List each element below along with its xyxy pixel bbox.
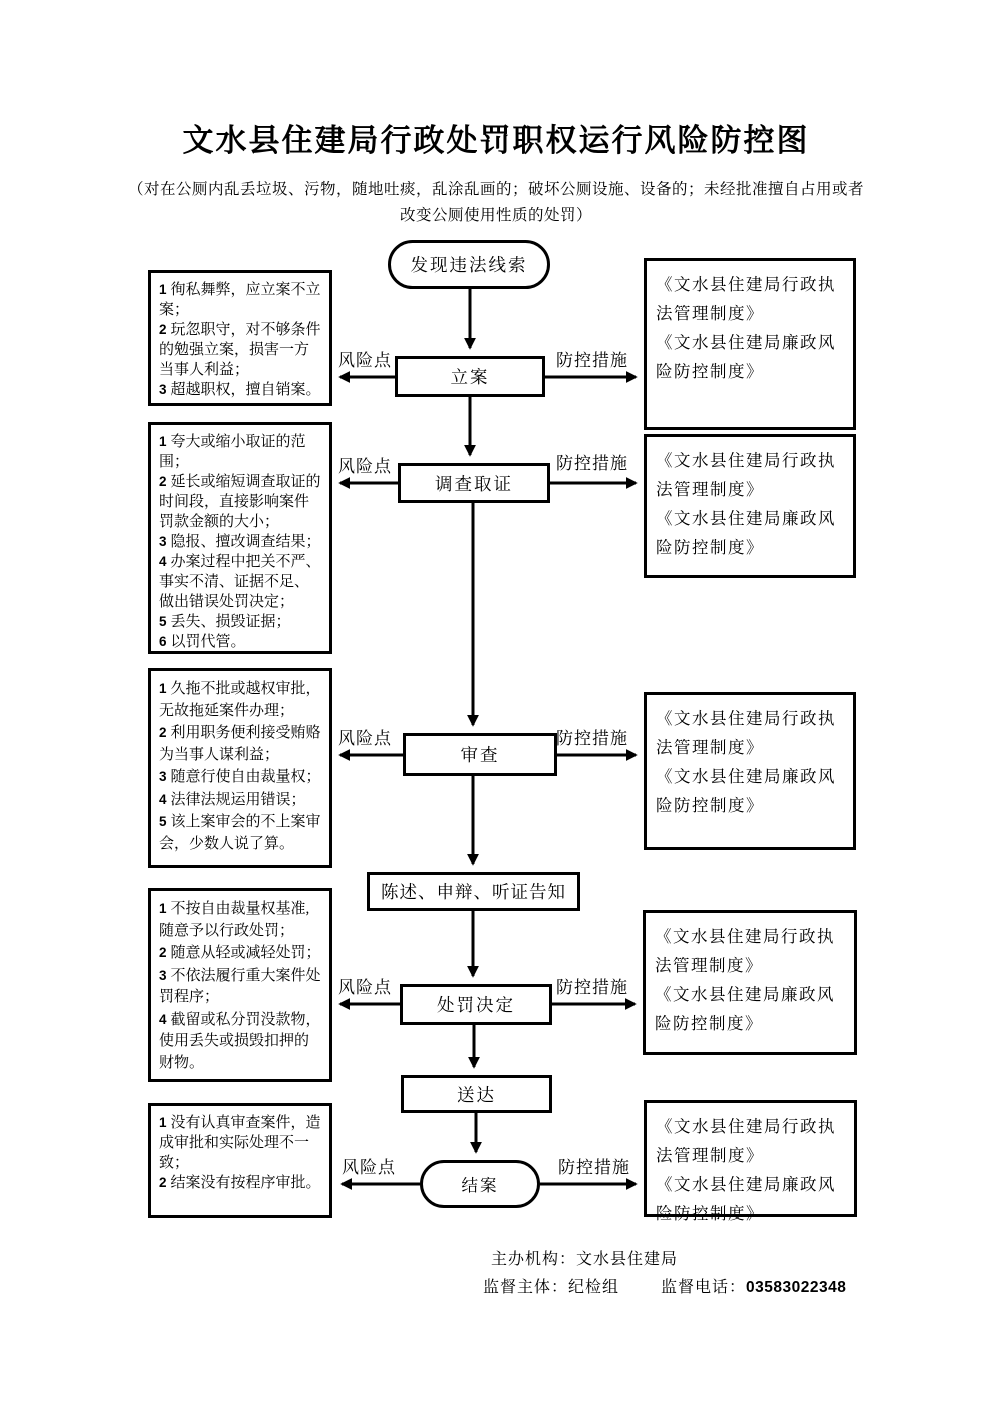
control-box-penalty-decision — [643, 910, 857, 1055]
risk-item-text: 随意从轻或减轻处罚； — [170, 945, 321, 961]
risk-point-label-5: 风险点 — [342, 1158, 396, 1177]
footer-supervisor-text: 监督主体：纪检组 — [483, 1279, 620, 1296]
control-box-investigation — [644, 434, 856, 578]
control-box-review — [644, 692, 856, 850]
risk-item — [159, 1113, 322, 1173]
risk-item — [159, 472, 322, 532]
subtitle-line-1: （对在公厕内乱丢垃圾、污物，随地吐痰，乱涂乱画的；破坏公厕设施、设备的；未经批准擅自占用或者 — [127, 181, 864, 198]
risk-item-text: 隐报、擅改调查结果； — [170, 534, 321, 550]
risk-item — [159, 280, 322, 320]
risk-item — [159, 1173, 322, 1193]
control-measure-text: 《文水县住建局廉政风险防控制度》 — [656, 1175, 836, 1223]
risk-item — [159, 380, 322, 400]
risk-item-number: 6 — [159, 634, 167, 649]
risk-item-number: 1 — [159, 901, 167, 916]
risk-item-text: 法律法规运用错误； — [170, 791, 306, 808]
risk-point-label-1: 风险点 — [338, 351, 392, 370]
risk-item — [159, 612, 322, 632]
risk-item-text: 以罚代管。 — [170, 634, 246, 650]
risk-item-number: 5 — [159, 814, 167, 829]
risk-item-text: 随意行使自由裁量权； — [170, 769, 321, 785]
risk-item-number: 3 — [159, 382, 167, 397]
risk-item-text: 截留或私分罚没款物，使用丢失或损毁扣押的财物。 — [159, 1011, 321, 1071]
risk-box-review — [148, 668, 332, 868]
risk-item-number: 3 — [159, 534, 167, 549]
page-title: 文水县住建局行政处罚职权运行风险防控图 — [182, 123, 810, 158]
risk-item-number: 2 — [159, 1175, 167, 1190]
risk-item-text: 夸大或缩小取证的范围； — [159, 434, 306, 470]
control-measure-label-2: 防控措施 — [556, 454, 628, 473]
footer-supervision-line — [483, 1274, 846, 1297]
risk-item — [159, 432, 322, 472]
control-box-closure — [644, 1100, 857, 1223]
risk-box-closure — [148, 1103, 332, 1218]
flow-node-start: 发现违法线索 — [388, 240, 550, 289]
risk-item-number: 4 — [159, 554, 167, 569]
risk-item — [159, 532, 322, 552]
footer-host-text: 主办机构：文水县住建局 — [491, 1251, 679, 1268]
control-box-filing — [644, 258, 856, 430]
flow-node-hearing-notice: 陈述、申辩、听证告知 — [367, 872, 580, 911]
flow-node-closure: 结案 — [420, 1160, 540, 1208]
footer-phone-number: 03583022348 — [746, 1279, 847, 1296]
risk-item-number: 4 — [159, 791, 167, 807]
control-measure-text: 《文水县住建局廉政风险防控制度》 — [656, 509, 836, 557]
flow-node-review: 审查 — [403, 733, 557, 776]
subtitle-line-2: 改变公厕使用性质的处罚） — [399, 207, 592, 224]
risk-item-text: 延长或缩短调查取证的时间段，直接影响案件罚款金额的大小； — [159, 474, 321, 530]
risk-item — [159, 811, 322, 855]
risk-item-text: 没有认真审查案件，造成审批和实际处理不一致； — [159, 1115, 321, 1171]
risk-item — [159, 942, 322, 965]
risk-point-label-3: 风险点 — [338, 729, 392, 748]
control-measure-text: 《文水县住建局行政执法管理制度》 — [656, 275, 836, 323]
risk-item-number: 1 — [159, 282, 167, 297]
risk-box-investigation — [148, 422, 332, 654]
control-measure-label-3: 防控措施 — [556, 729, 628, 748]
control-measure-text: 《文水县住建局廉政风险防控制度》 — [655, 985, 835, 1033]
risk-item-text: 不按自由裁量权基准,随意予以行政处罚； — [159, 901, 310, 939]
flow-node-investigation: 调查取证 — [398, 463, 550, 503]
risk-item-number: 3 — [159, 769, 167, 784]
risk-item-text: 结案没有按程序审批。 — [170, 1175, 321, 1191]
control-measure-text: 《文水县住建局行政执法管理制度》 — [656, 451, 836, 499]
risk-item-text: 利用职务便利接受贿赂为当事人谋利益； — [159, 725, 321, 763]
control-measure-label-4: 防控措施 — [556, 978, 628, 997]
risk-item — [159, 1009, 322, 1075]
risk-item-text: 不依法履行重大案件处罚程序； — [159, 967, 321, 1005]
risk-item-text: 丢失、损毁证据； — [170, 614, 291, 630]
risk-item-number: 1 — [159, 1115, 167, 1130]
control-measure-label-1: 防控措施 — [556, 351, 628, 370]
risk-item — [159, 965, 322, 1009]
risk-item-number: 4 — [159, 1011, 167, 1027]
risk-item-number: 2 — [159, 322, 167, 337]
risk-item — [159, 552, 322, 612]
control-measure-label-5: 防控措施 — [558, 1158, 630, 1177]
risk-item-text: 久拖不批或越权审批，无故拖延案件办理； — [159, 681, 321, 719]
risk-point-label-2: 风险点 — [338, 457, 392, 476]
risk-item-number: 2 — [159, 725, 167, 740]
risk-item-number: 5 — [159, 614, 167, 629]
risk-item-text: 该上案审会的不上案审会，少数人说了算。 — [159, 814, 321, 852]
risk-item-text: 徇私舞弊，应立案不立案； — [159, 282, 321, 318]
flow-node-filing: 立案 — [395, 356, 545, 397]
footer-host-line — [491, 1246, 678, 1269]
risk-box-filing — [148, 270, 332, 406]
flow-node-delivery: 送达 — [401, 1075, 552, 1113]
risk-item — [159, 898, 322, 942]
control-measure-text: 《文水县住建局行政执法管理制度》 — [656, 1117, 836, 1165]
risk-item-number: 2 — [159, 474, 167, 489]
flow-node-penalty-decision: 处罚决定 — [400, 984, 552, 1025]
risk-item-number: 3 — [159, 967, 167, 983]
control-measure-text: 《文水县住建局行政执法管理制度》 — [656, 709, 836, 757]
control-measure-text: 《文水县住建局廉政风险防控制度》 — [656, 767, 836, 815]
control-measure-text: 《文水县住建局行政执法管理制度》 — [655, 927, 835, 975]
risk-item-text: 玩忽职守，对不够条件的勉强立案，损害一方当事人利益； — [159, 322, 321, 378]
risk-item — [159, 632, 322, 652]
risk-item — [159, 678, 322, 722]
risk-item-text: 办案过程中把关不严、事实不清、证据不足、做出错误处罚决定； — [159, 554, 321, 610]
risk-item-number: 1 — [159, 681, 167, 696]
risk-item-number: 1 — [159, 434, 167, 449]
risk-item — [159, 722, 322, 766]
control-measure-text: 《文水县住建局廉政风险防控制度》 — [656, 333, 836, 381]
risk-box-penalty-decision — [148, 888, 332, 1082]
risk-item — [159, 789, 322, 812]
risk-item-number: 2 — [159, 945, 167, 960]
risk-item — [159, 766, 322, 789]
risk-point-label-4: 风险点 — [338, 978, 392, 997]
risk-item-text: 超越职权，擅自销案。 — [170, 382, 321, 398]
footer-phone-label: 监督电话： — [661, 1279, 747, 1296]
risk-item — [159, 320, 322, 380]
